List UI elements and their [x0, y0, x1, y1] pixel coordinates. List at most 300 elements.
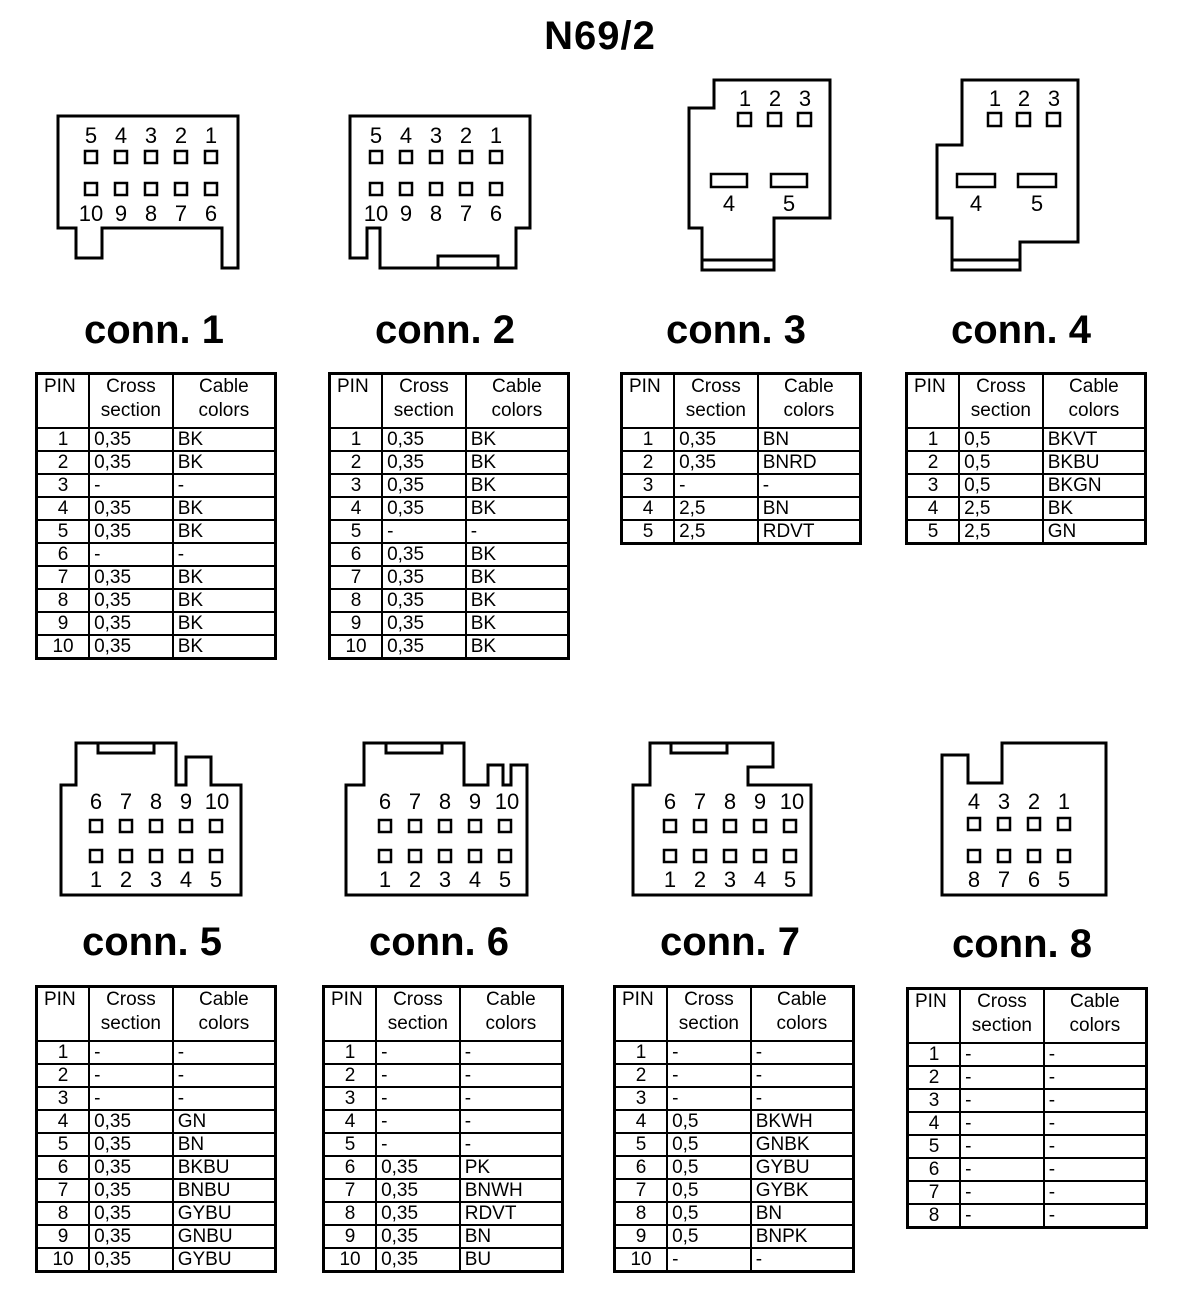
page-title: N69/2 [544, 14, 656, 58]
cross-section-cell: 0,5 [959, 428, 1043, 451]
cross-section-cell: - [376, 1133, 460, 1156]
cross-section-cell: - [960, 1112, 1044, 1135]
table-row [324, 1225, 563, 1248]
svg-text:2: 2 [1027, 789, 1041, 814]
table-row [615, 1133, 854, 1156]
cross-section-cell: - [960, 1204, 1044, 1228]
cross-section-cell: 0,35 [382, 589, 466, 612]
cross-section-header: Cross section [667, 987, 751, 1042]
cable-color-cell: BKBU [173, 1156, 276, 1179]
pin-cell: 6 [37, 543, 90, 566]
cross-section-cell: 0,35 [89, 566, 173, 589]
cable-color-cell: - [751, 1087, 854, 1110]
svg-text:4: 4 [969, 191, 983, 216]
cross-section-cell: 0,35 [89, 451, 173, 474]
cable-color-cell: GN [173, 1110, 276, 1133]
table-row [908, 1181, 1147, 1204]
pin-cell: 2 [330, 451, 383, 474]
pin-cell: 10 [324, 1248, 377, 1272]
table-row [324, 1110, 563, 1133]
pin-cell: 6 [330, 543, 383, 566]
cross-section-cell: - [960, 1135, 1044, 1158]
cross-section-cell: 0,35 [674, 451, 758, 474]
cross-section-cell: 2,5 [674, 520, 758, 544]
table-row [908, 1158, 1147, 1181]
table-row [37, 1041, 276, 1064]
pin-cell: 7 [324, 1179, 377, 1202]
svg-text:3: 3 [149, 867, 163, 892]
cable-color-cell: BK [1043, 497, 1146, 520]
cross-section-cell: 0,5 [667, 1179, 751, 1202]
table-header-row [907, 374, 1146, 429]
table-row [907, 497, 1146, 520]
cable-color-cell: BK [466, 451, 569, 474]
cable-color-cell: GYBK [751, 1179, 854, 1202]
table-row [37, 1156, 276, 1179]
table-row [37, 428, 276, 451]
table-row [622, 520, 861, 544]
svg-text:5: 5 [783, 867, 797, 892]
cross-section-cell: 0,35 [382, 566, 466, 589]
cross-section-cell: 0,35 [89, 497, 173, 520]
cable-colors-header: Cable colors [758, 374, 861, 429]
table-row [908, 1112, 1147, 1135]
table-row [324, 1087, 563, 1110]
table-row [622, 451, 861, 474]
table-row [37, 612, 276, 635]
cable-color-cell: - [173, 1087, 276, 1110]
pin-cell: 6 [324, 1156, 377, 1179]
svg-text:1: 1 [663, 867, 677, 892]
svg-text:7: 7 [693, 789, 707, 814]
connector-8-label: conn. 8 [951, 922, 1093, 966]
svg-text:4: 4 [114, 123, 128, 148]
cross-section-cell: 0,5 [667, 1133, 751, 1156]
pin-cell: 8 [615, 1202, 668, 1225]
svg-text:2: 2 [174, 123, 188, 148]
connector-7-outline [633, 743, 811, 895]
cable-color-cell: - [460, 1133, 563, 1156]
connector-5-latch [98, 743, 154, 753]
pin-cell: 5 [622, 520, 675, 544]
cross-section-cell: - [382, 520, 466, 543]
cable-color-cell: - [466, 520, 569, 543]
cross-section-cell: - [960, 1043, 1044, 1066]
cable-color-cell: GYBU [173, 1248, 276, 1272]
svg-text:6: 6 [204, 201, 218, 226]
svg-text:5: 5 [369, 123, 383, 148]
table-row [907, 428, 1146, 451]
svg-text:3: 3 [144, 123, 158, 148]
cross-section-cell: 0,35 [89, 612, 173, 635]
cross-section-cell: 0,35 [89, 1110, 173, 1133]
pin-cell: 2 [907, 451, 960, 474]
cross-section-cell: 0,35 [376, 1156, 460, 1179]
pin-cell: 1 [324, 1041, 377, 1064]
cross-section-cell: 0,35 [382, 451, 466, 474]
cable-color-cell: BKWH [751, 1110, 854, 1133]
cable-color-cell: - [758, 474, 861, 497]
pin-cell: 9 [37, 612, 90, 635]
cable-color-cell: - [173, 1041, 276, 1064]
connector-6-outline [346, 743, 527, 895]
table-row [324, 1248, 563, 1272]
pin-cell: 3 [324, 1087, 377, 1110]
table-row [37, 1064, 276, 1087]
cable-color-cell: BK [173, 520, 276, 543]
svg-text:7: 7 [119, 789, 133, 814]
pin-cell: 8 [908, 1204, 961, 1228]
connector-6-label: conn. 6 [368, 920, 510, 964]
cable-color-cell: BK [173, 451, 276, 474]
cross-section-header: Cross section [382, 374, 466, 429]
cable-color-cell: BNPK [751, 1225, 854, 1248]
pin-cell: 1 [907, 428, 960, 451]
pin-header: PIN [908, 989, 961, 1044]
pin-cell: 4 [37, 1110, 90, 1133]
connector-2-label: conn. 2 [374, 308, 516, 352]
pin-cell: 5 [37, 520, 90, 543]
table-row [622, 474, 861, 497]
connector-5-table [35, 985, 277, 1273]
cable-color-cell: BK [173, 612, 276, 635]
cable-color-cell: - [1044, 1204, 1147, 1228]
cross-section-cell: 0,35 [89, 1202, 173, 1225]
pin-cell: 8 [324, 1202, 377, 1225]
cable-colors-header: Cable colors [173, 987, 276, 1042]
pin-cell: 4 [907, 497, 960, 520]
svg-text:10: 10 [204, 789, 230, 814]
cable-color-cell: - [1044, 1158, 1147, 1181]
cable-color-cell: BK [466, 474, 569, 497]
pin-cell: 3 [37, 474, 90, 497]
cross-section-cell: - [674, 474, 758, 497]
table-header-row [908, 989, 1147, 1044]
cable-color-cell: BK [466, 497, 569, 520]
pin-header: PIN [622, 374, 675, 429]
connector-6-pins [379, 820, 511, 862]
pin-cell: 7 [37, 1179, 90, 1202]
table-row [615, 1179, 854, 1202]
pin-cell: 5 [37, 1133, 90, 1156]
pin-header: PIN [324, 987, 377, 1042]
cross-section-cell: - [960, 1181, 1044, 1204]
cable-color-cell: GNBU [173, 1225, 276, 1248]
cable-color-cell: - [460, 1110, 563, 1133]
svg-text:6: 6 [89, 789, 103, 814]
cross-section-cell: 0,35 [89, 1179, 173, 1202]
cable-color-cell: - [1044, 1135, 1147, 1158]
cross-section-cell: 0,35 [382, 543, 466, 566]
cable-color-cell: GN [1043, 520, 1146, 544]
cross-section-cell: 0,35 [376, 1179, 460, 1202]
cross-section-header: Cross section [959, 374, 1043, 429]
connector-1-table [35, 372, 277, 660]
table-row [330, 497, 569, 520]
cable-color-cell: BK [173, 497, 276, 520]
pin-cell: 1 [37, 1041, 90, 1064]
pin-cell: 5 [907, 520, 960, 544]
svg-text:7: 7 [997, 867, 1011, 892]
table-header-row [37, 374, 276, 429]
svg-text:6: 6 [489, 201, 503, 226]
pin-cell: 9 [324, 1225, 377, 1248]
table-row [37, 1179, 276, 1202]
svg-text:2: 2 [1017, 86, 1031, 111]
pin-cell: 9 [37, 1225, 90, 1248]
pin-cell: 2 [324, 1064, 377, 1087]
cable-color-cell: - [1044, 1089, 1147, 1112]
table-row [324, 1156, 563, 1179]
table-row [907, 520, 1146, 544]
cable-color-cell: BU [460, 1248, 563, 1272]
table-row [330, 635, 569, 659]
cable-color-cell: - [460, 1064, 563, 1087]
pin-cell: 8 [37, 1202, 90, 1225]
cable-color-cell: GYBU [173, 1202, 276, 1225]
table-row [908, 1089, 1147, 1112]
table-row [908, 1135, 1147, 1158]
table-row [37, 520, 276, 543]
cable-color-cell: BNRD [758, 451, 861, 474]
cable-color-cell: - [460, 1041, 563, 1064]
cross-section-cell: - [89, 474, 173, 497]
pin-cell: 7 [330, 566, 383, 589]
svg-text:1: 1 [204, 123, 218, 148]
cross-section-cell: 0,35 [89, 1225, 173, 1248]
cable-color-cell: BKGN [1043, 474, 1146, 497]
cable-color-cell: - [1044, 1112, 1147, 1135]
svg-text:8: 8 [967, 867, 981, 892]
cross-section-cell: 0,35 [89, 589, 173, 612]
svg-text:2: 2 [768, 86, 782, 111]
table-row [908, 1043, 1147, 1066]
cable-color-cell: RDVT [460, 1202, 563, 1225]
connector-8-pins [968, 818, 1070, 862]
svg-text:4: 4 [179, 867, 193, 892]
table-row [622, 497, 861, 520]
cross-section-cell: - [89, 1041, 173, 1064]
cross-section-cell: 0,5 [959, 474, 1043, 497]
cable-color-cell: BK [173, 428, 276, 451]
table-row [330, 520, 569, 543]
table-row [37, 1110, 276, 1133]
pin-cell: 2 [908, 1066, 961, 1089]
cable-color-cell: - [173, 1064, 276, 1087]
connector-7-table [613, 985, 855, 1273]
cable-color-cell: BNWH [460, 1179, 563, 1202]
cross-section-cell: - [376, 1041, 460, 1064]
pin-header: PIN [615, 987, 668, 1042]
pin-cell: 2 [615, 1064, 668, 1087]
connector-3-outline [689, 80, 830, 270]
table-row [908, 1204, 1147, 1228]
pin-cell: 4 [615, 1110, 668, 1133]
cross-section-cell: 0,35 [89, 1248, 173, 1272]
svg-text:9: 9 [753, 789, 767, 814]
svg-text:4: 4 [722, 191, 736, 216]
pin-cell: 7 [37, 566, 90, 589]
connector-2-table [328, 372, 570, 660]
connector-8-outline [942, 743, 1106, 895]
table-row [330, 428, 569, 451]
svg-text:3: 3 [438, 867, 452, 892]
svg-text:5: 5 [1030, 191, 1044, 216]
svg-text:8: 8 [144, 201, 158, 226]
pin-cell: 6 [908, 1158, 961, 1181]
pin-cell: 5 [908, 1135, 961, 1158]
connector-1-outline [58, 116, 238, 268]
table-row [324, 1133, 563, 1156]
table-row [37, 497, 276, 520]
connector-6-latch [386, 743, 442, 753]
cable-color-cell: BN [758, 497, 861, 520]
pin-cell: 4 [330, 497, 383, 520]
svg-text:1: 1 [988, 86, 1002, 111]
svg-text:8: 8 [438, 789, 452, 814]
cable-color-cell: BK [173, 566, 276, 589]
table-row [615, 1087, 854, 1110]
svg-text:4: 4 [967, 789, 981, 814]
connector-4-pins [957, 113, 1060, 187]
svg-text:10: 10 [779, 789, 805, 814]
svg-text:9: 9 [399, 201, 413, 226]
pin-cell: 3 [908, 1089, 961, 1112]
svg-text:4: 4 [468, 867, 482, 892]
svg-text:5: 5 [84, 123, 98, 148]
table-row [615, 1202, 854, 1225]
cross-section-cell: 0,35 [382, 635, 466, 659]
cross-section-cell: - [667, 1041, 751, 1064]
svg-text:6: 6 [1027, 867, 1041, 892]
pin-cell: 10 [615, 1248, 668, 1272]
pin-header: PIN [37, 987, 90, 1042]
cable-color-cell: - [1044, 1066, 1147, 1089]
cross-section-cell: - [89, 543, 173, 566]
connector-2-outline [350, 116, 530, 268]
svg-text:5: 5 [782, 191, 796, 216]
table-row [37, 1202, 276, 1225]
table-row [37, 589, 276, 612]
connector-3-pins [711, 113, 811, 187]
pin-header: PIN [37, 374, 90, 429]
cable-colors-header: Cable colors [460, 987, 563, 1042]
svg-text:7: 7 [459, 201, 473, 226]
svg-text:3: 3 [723, 867, 737, 892]
svg-text:8: 8 [723, 789, 737, 814]
cross-section-cell: 0,35 [382, 428, 466, 451]
cable-color-cell: BN [751, 1202, 854, 1225]
connector-5-outline [61, 743, 241, 895]
cable-color-cell: - [173, 474, 276, 497]
pin-cell: 1 [330, 428, 383, 451]
table-row [37, 1133, 276, 1156]
cross-section-header: Cross section [674, 374, 758, 429]
svg-text:10: 10 [78, 201, 104, 226]
svg-text:6: 6 [378, 789, 392, 814]
cross-section-cell: - [89, 1087, 173, 1110]
pin-cell: 6 [37, 1156, 90, 1179]
cable-color-cell: GYBU [751, 1156, 854, 1179]
cable-color-cell: RDVT [758, 520, 861, 544]
svg-text:3: 3 [997, 789, 1011, 814]
pin-cell: 7 [615, 1179, 668, 1202]
cross-section-cell: 2,5 [959, 497, 1043, 520]
table-row [907, 451, 1146, 474]
table-header-row [330, 374, 569, 429]
pin-cell: 9 [615, 1225, 668, 1248]
pin-cell: 3 [615, 1087, 668, 1110]
cross-section-cell: 0,35 [674, 428, 758, 451]
table-header-row [37, 987, 276, 1042]
cross-section-cell: 0,35 [382, 497, 466, 520]
table-row [330, 612, 569, 635]
pin-header: PIN [907, 374, 960, 429]
svg-text:5: 5 [1057, 867, 1071, 892]
connector-6-table [322, 985, 564, 1273]
pin-cell: 4 [908, 1112, 961, 1135]
table-row [330, 543, 569, 566]
cable-color-cell: PK [460, 1156, 563, 1179]
pin-cell: 5 [330, 520, 383, 543]
cross-section-cell: 0,35 [376, 1202, 460, 1225]
table-row [622, 428, 861, 451]
cross-section-cell: - [960, 1158, 1044, 1181]
pin-cell: 4 [324, 1110, 377, 1133]
cable-color-cell: - [1044, 1043, 1147, 1066]
cross-section-cell: - [667, 1064, 751, 1087]
cross-section-cell: 0,35 [89, 635, 173, 659]
cross-section-cell: - [376, 1087, 460, 1110]
table-row [615, 1110, 854, 1133]
table-row [330, 566, 569, 589]
pin-cell: 8 [330, 589, 383, 612]
connector-5-pins [90, 820, 222, 862]
connector-7-latch [671, 743, 727, 753]
table-row [908, 1066, 1147, 1089]
connector-2-pins [370, 151, 502, 195]
svg-text:5: 5 [498, 867, 512, 892]
svg-text:5: 5 [209, 867, 223, 892]
svg-text:4: 4 [399, 123, 413, 148]
connector-1-label: conn. 1 [83, 308, 225, 352]
cable-color-cell: BK [466, 566, 569, 589]
pin-cell: 10 [37, 635, 90, 659]
svg-text:7: 7 [174, 201, 188, 226]
cross-section-cell: 0,35 [89, 1133, 173, 1156]
cross-section-cell: 0,35 [89, 428, 173, 451]
table-row [615, 1248, 854, 1272]
table-header-row [622, 374, 861, 429]
cross-section-cell: - [89, 1064, 173, 1087]
pin-cell: 2 [37, 451, 90, 474]
cross-section-header: Cross section [376, 987, 460, 1042]
svg-text:1: 1 [89, 867, 103, 892]
connector-7-pins [664, 820, 796, 862]
table-row [330, 474, 569, 497]
cable-color-cell: BK [173, 635, 276, 659]
cross-section-cell: - [376, 1110, 460, 1133]
pin-cell: 3 [622, 474, 675, 497]
cross-section-cell: 0,35 [382, 612, 466, 635]
cross-section-cell: 0,35 [89, 520, 173, 543]
svg-text:8: 8 [429, 201, 443, 226]
table-row [615, 1156, 854, 1179]
connector-8-table [906, 987, 1148, 1229]
pin-cell: 10 [37, 1248, 90, 1272]
pin-cell: 1 [615, 1041, 668, 1064]
cross-section-cell: 2,5 [674, 497, 758, 520]
